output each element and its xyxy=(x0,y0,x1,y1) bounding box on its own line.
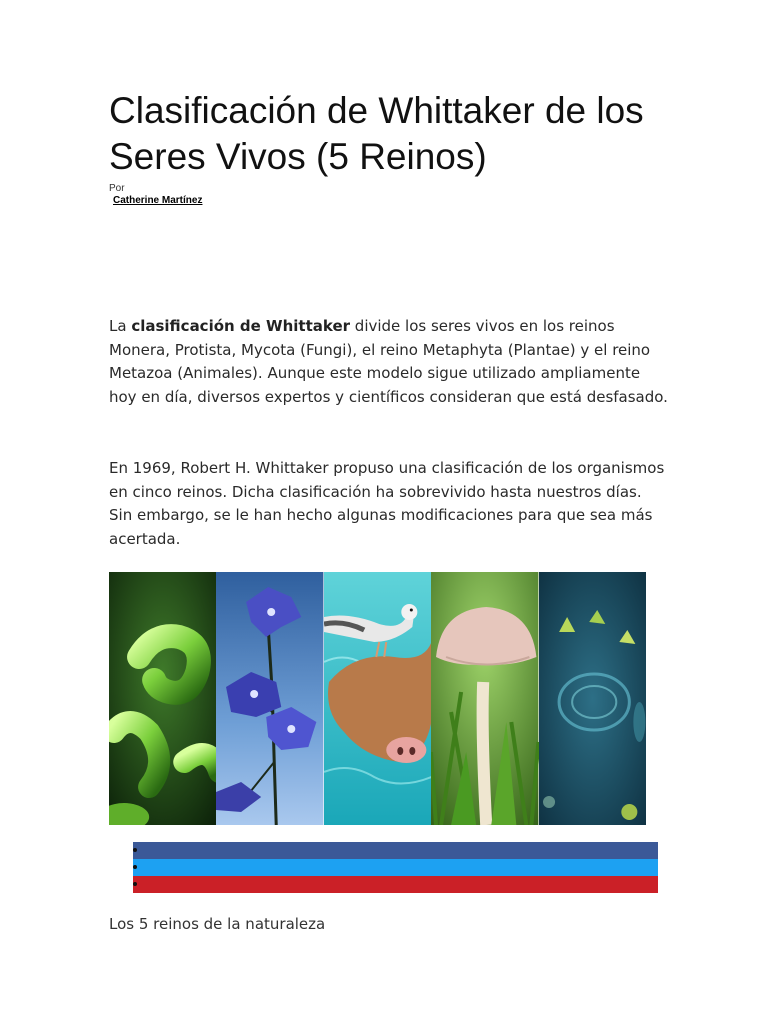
share-bar-facebook[interactable] xyxy=(133,842,658,859)
by-label: Por xyxy=(109,183,125,194)
paragraph-intro xyxy=(109,315,669,409)
bacteria-panel xyxy=(109,572,216,825)
share-bar-twitter[interactable] xyxy=(133,859,658,876)
author-link[interactable]: Catherine Martínez xyxy=(113,195,203,206)
bullet-icon xyxy=(133,882,137,886)
intro-bold-term: clasificación de Whittaker xyxy=(131,317,351,335)
share-bar-pinterest[interactable] xyxy=(133,876,658,893)
intro-text-start: La xyxy=(109,317,132,335)
article-title: Clasificación de Whittaker de los Seres Vivos (5 Reinos) xyxy=(109,90,644,177)
bullet-icon xyxy=(133,865,137,869)
animals-panel xyxy=(324,572,431,825)
flower-panel xyxy=(216,572,323,825)
protist-panel xyxy=(539,572,646,825)
paragraph-history: En 1969, Robert H. Whittaker propuso una clasificación de los organismos en cinco reinos. Dicha clasificación ha sobrevivido hasta nuestros días. Sin embargo, se le han hecho algunas modificaciones para que sea más acertada. xyxy=(109,459,665,548)
image-caption: Los 5 reinos de la naturaleza xyxy=(109,915,326,933)
share-bars xyxy=(133,842,658,893)
intro-text-end: divide los seres vivos en los reinos Monera, Protista, Mycota (Fungi), el reino Metaphyta (Plantae) y el reino Metazoa (Animales). Aunque este modelo sigue utilizado ampliamente hoy en día, diversos expertos y científicos consideran que está desfasado. xyxy=(109,317,668,406)
mushroom-panel xyxy=(431,572,538,825)
bullet-icon xyxy=(133,848,137,852)
kingdoms-image xyxy=(109,572,646,825)
